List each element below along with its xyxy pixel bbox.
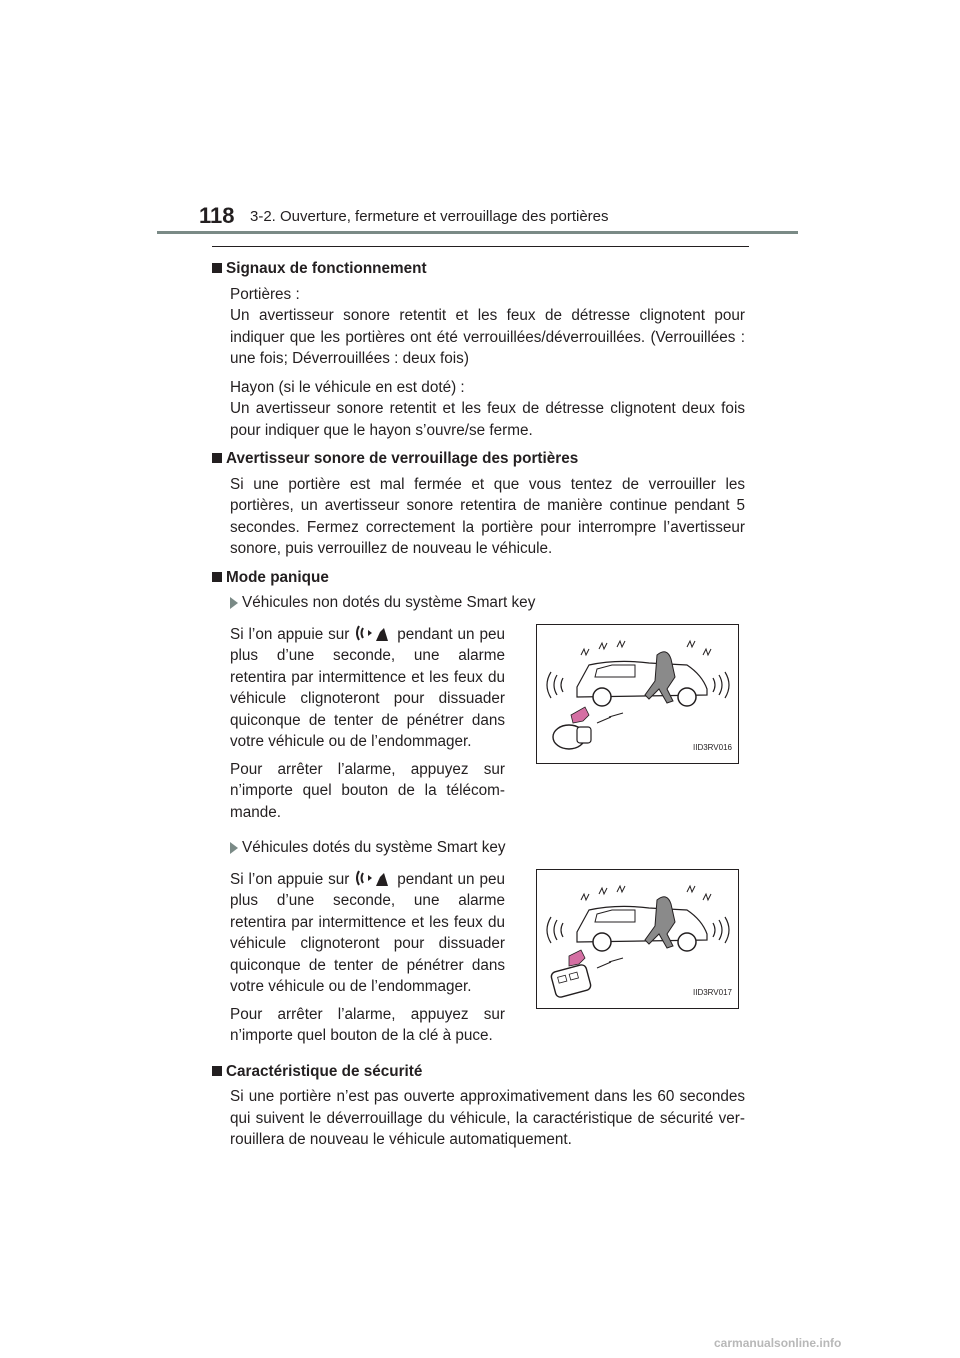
section-heading: [212, 1061, 745, 1083]
watermark: carmanualsonline.info: [714, 1336, 842, 1350]
panic-illustration: [536, 869, 739, 1009]
para-line: Hayon (si le véhicule en est doté) :: [230, 378, 465, 396]
section-heading: [212, 448, 745, 470]
sub-heading: [230, 592, 745, 614]
triangle-bullet-icon: [230, 597, 238, 609]
paragraph: [230, 377, 745, 442]
panic-button-icon: [354, 869, 392, 887]
paragraph: Pour arrêter l’alarme, appuyez sur n’importe quel bouton de la télécom-mande.: [230, 760, 505, 821]
square-bullet-icon: [212, 1066, 222, 1076]
text-figure-row: [230, 869, 745, 1053]
para-text: Si l’on appuie sur: [230, 870, 350, 888]
section-header: 3-2. Ouverture, fermeture et verrouillage des portières: [250, 208, 609, 225]
header-rule: [157, 231, 798, 234]
heading-text: Signaux de fonctionnement: [226, 260, 427, 277]
heading-text: Mode panique: [226, 568, 329, 586]
panic-illustration: [536, 624, 739, 764]
square-bullet-icon: [212, 263, 222, 273]
sub-heading: [230, 837, 745, 859]
para-text: pendant un peu plus d’une seconde, une alarme retentira par intermittence et les feux du véhicule clignoteront pour dissuader quiconque de tenter de pénétrer dans votre véhicule ou de l’endommager.: [230, 870, 505, 995]
section-heading: [212, 567, 745, 589]
para-text: Un avertisseur sonore retentit et les feux de détresse clignotent deux fois pour indiquer que le hayon s’ouvre/se ferme.: [230, 400, 745, 439]
figure-code: IID3RV016: [693, 743, 732, 752]
paragraph: Si une portière n’est pas ouverte approximativement dans les 60 secondes qui suivent le déverrouillage du véhicule, la caractéristique de sécurité ver-rouillera de nouveau le véhicule automatiquement.: [230, 1088, 745, 1148]
paragraph: Pour arrêter l’alarme, appuyez sur n’importe quel bouton de la clé à puce.: [230, 1005, 505, 1044]
square-bullet-icon: [212, 453, 222, 463]
triangle-bullet-icon: [230, 842, 238, 854]
para-text: Un avertisseur sonore retentit et les feux de détresse clignotent pour indiquer que les portières ont été verrouillées/déverrouillées. (Verrouillées : une fois; Déverrouillées : deux fois): [230, 307, 745, 367]
text-figure-row: [230, 624, 745, 830]
paragraph: Si une portière est mal fermée et que vous tentez de verrouiller les portières, un avertisseur sonore retentira de manière continue pendant 5 secondes. Fermez correctement la portière pour interrompre l’avertisseur sonore, puis verrouillez de nouveau le véhicule.: [230, 475, 745, 557]
para-line: Portières :: [230, 285, 300, 303]
main-content: [212, 258, 745, 1158]
section-rule: [212, 246, 749, 247]
section-heading: [212, 258, 745, 280]
para-text: pendant un peu plus d’une seconde, une alarme retentira par intermittence et les feux du véhicule clignoteront pour dissuader quiconque de tenter de pénétrer dans votre véhicule ou de l’endommager.: [230, 625, 505, 750]
heading-text: Avertisseur sonore de verrouillage des portières: [226, 450, 579, 467]
paragraph: [230, 869, 505, 998]
sub-heading-text: Véhicules dotés du système Smart key: [242, 839, 506, 856]
paragraph: [230, 284, 745, 370]
figure-code: IID3RV017: [693, 988, 732, 997]
panic-button-icon: [354, 624, 392, 642]
heading-text: Caractéristique de sécurité: [226, 1062, 423, 1080]
text-column: [230, 869, 505, 1053]
paragraph: [230, 624, 505, 753]
page-number: 118: [199, 203, 235, 228]
para-text: Si l’on appuie sur: [230, 625, 350, 643]
sub-heading-text: Véhicules non dotés du système Smart key: [242, 594, 536, 611]
text-column: [230, 624, 505, 830]
square-bullet-icon: [212, 572, 222, 582]
